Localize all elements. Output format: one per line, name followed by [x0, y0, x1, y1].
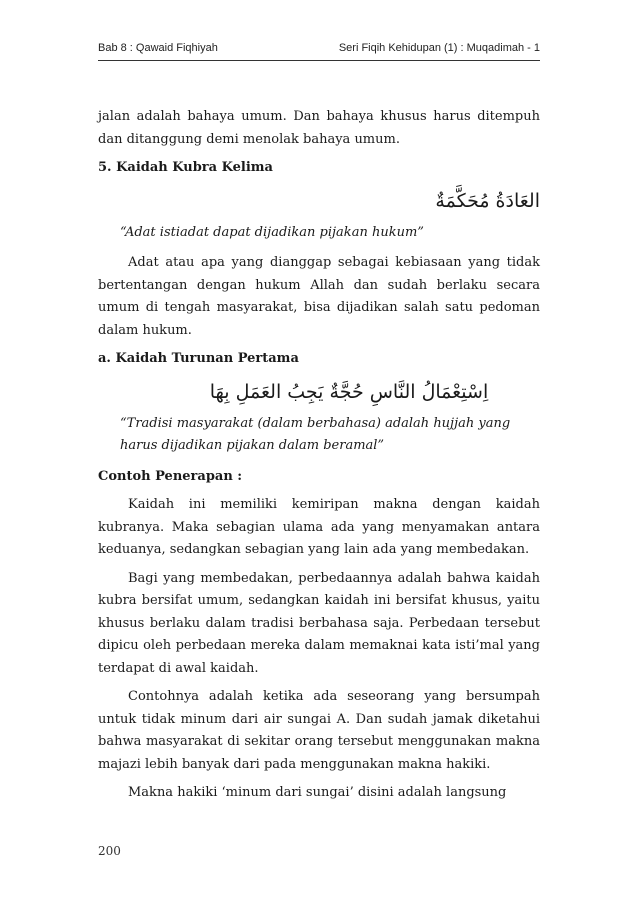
header-divider [98, 60, 540, 61]
heading-kaidah-kubra-kelima: 5. Kaidah Kubra Kelima [98, 160, 273, 175]
paragraph-2: Bagi yang membedakan, perbedaannya adalah bahwa kaidah kubra bersifat umum, sedangkan kaidah ini bersifat khusus, yaitu khusus berlaku dalam tradisi berbahasa saja. Perbedaan tersebut dipicu oleh perbedaan mereka dalam memaknai kata isti’mal yang terdapat di awal kaidah. [98, 570, 540, 676]
arabic-text-kaidah-kelima: العَادَةُ مُحَكَّمَةٌ [435, 189, 540, 212]
page-header [98, 42, 540, 60]
quote-translation-1: “Adat istiadat dapat dijadikan pijakan hukum” [120, 224, 424, 240]
paragraph-4: Makna hakiki ‘minum dari sungai’ disini adalah langsung [128, 785, 507, 800]
paragraph-intro: jalan adalah bahaya umum. Dan bahaya khusus harus ditempuh dan ditanggung demi menolak bahaya umum. [98, 109, 540, 147]
page-body [98, 106, 540, 811]
paragraph-adat: Adat atau apa yang dianggap sebagai kebiasaan yang tidak bertentangan dengan hukum Allah dan sudah berlaku secara umum di tengah masyarakat, bisa dijadikan salah satu pedoman dalam hukum. [98, 255, 540, 338]
quote-translation-2: “Tradisi masyarakat (dalam berbahasa) adalah hujjah yang harus dijadikan pijakan dalam beramal” [120, 415, 511, 453]
heading-contoh-penerapan: Contoh Penerapan : [98, 468, 243, 484]
paragraph-1: Kaidah ini memiliki kemiripan makna dengan kaidah kubranya. Maka sebagian ulama ada yang menyamakan antara keduanya, sedangkan sebagian yang lain ada yang membedakan. [98, 497, 540, 557]
heading-kaidah-turunan-pertama: a. Kaidah Turunan Pertama [98, 351, 299, 366]
header-chapter-title: Bab 8 : Qawaid Fiqhiyah [98, 42, 218, 54]
arabic-text-kaidah-turunan: اِسْتِعْمَالُ النَّاسِ حُجَّةٌ يَجِبُ العَمَلِ بِهَا [209, 380, 489, 403]
page-number: 200 [98, 844, 121, 858]
paragraph-3: Contohnya adalah ketika ada seseorang yang bersumpah untuk tidak minum dari air sungai A. Dan sudah jamak diketahui bahwa masyarakat di sekitar orang tersebut menggunakan makna majazi lebih banyak dari pada menggunakan makna hakiki. [98, 689, 540, 772]
header-series-title: Seri Fiqih Kehidupan (1) : Muqadimah - 1 [338, 42, 540, 54]
